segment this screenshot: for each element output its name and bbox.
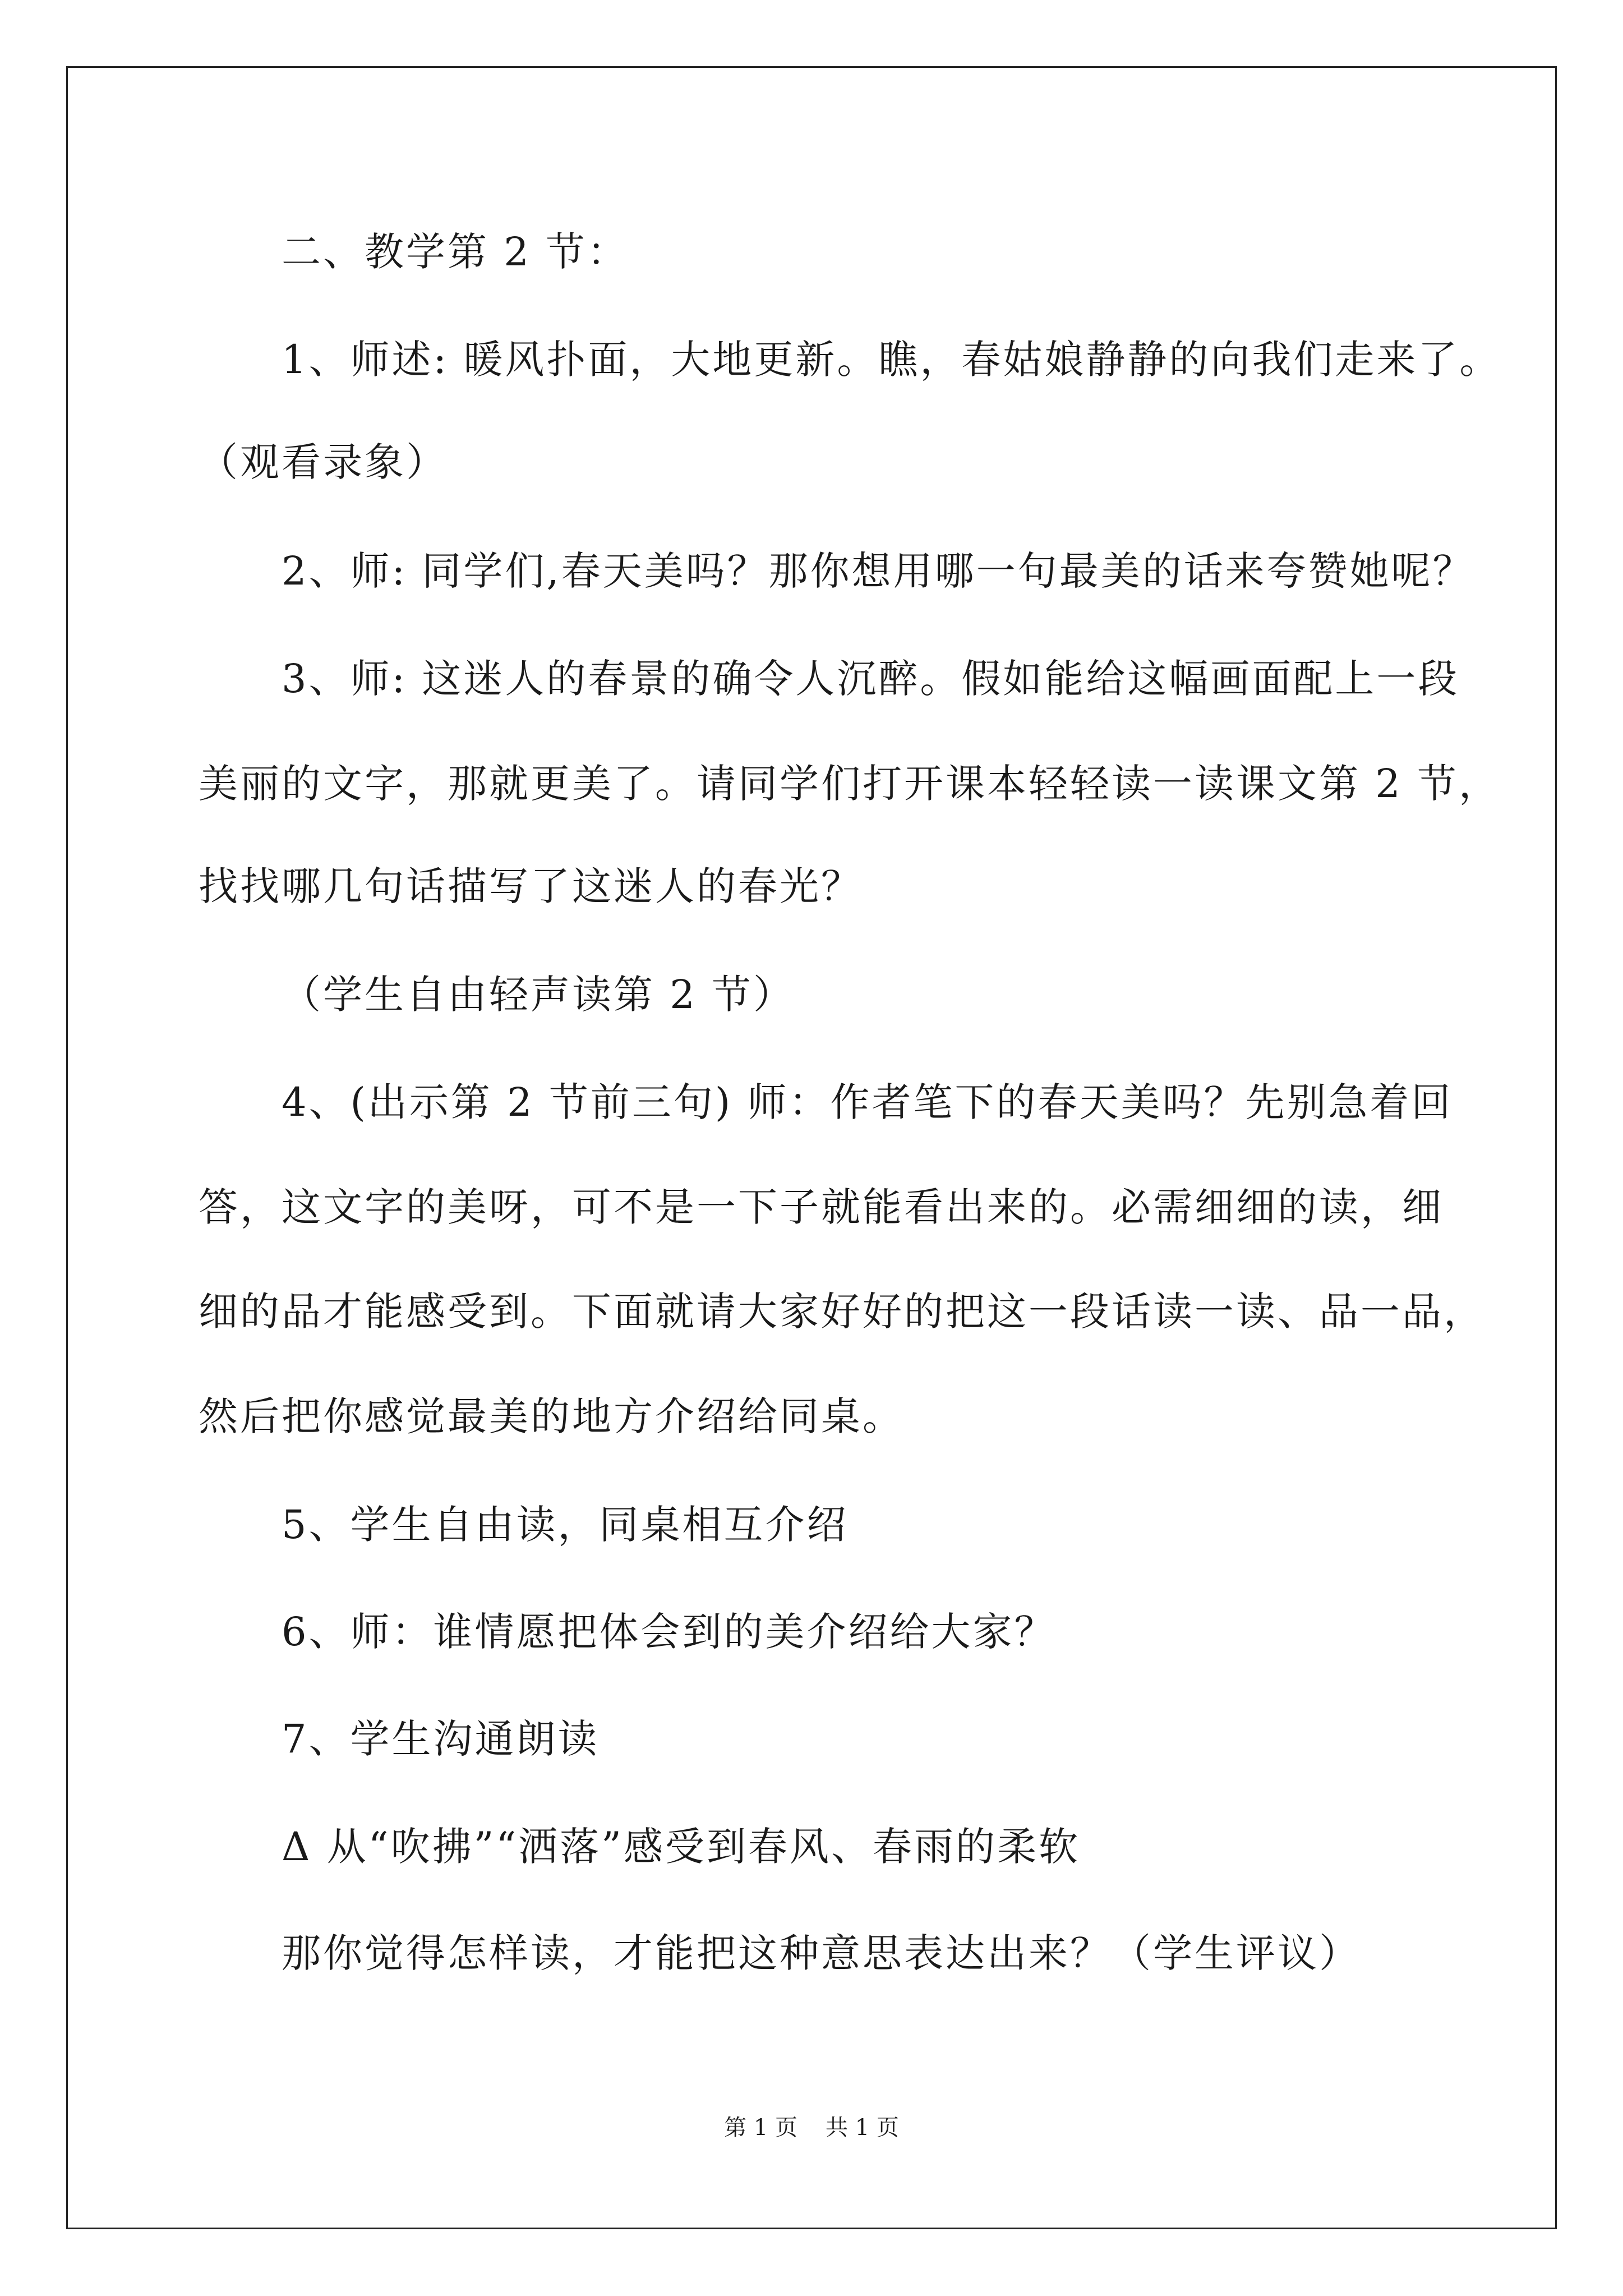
paragraph-line: 然后把你感觉最美的地方介绍给同桌。 xyxy=(199,1393,904,1439)
paragraph-line: （学生自由轻声读第 2 节） xyxy=(282,972,795,1018)
page-footer xyxy=(0,2114,1623,2142)
paragraph-line: 1、师述: 暖风扑面，大地更新。瞧，春姑娘静静的向我们走来了。 xyxy=(282,337,1501,383)
paragraph-line: （观看录象） xyxy=(199,439,448,485)
paragraph-line: 答，这文字的美呀，可不是一下子就能看出来的。必需细细的读，细 xyxy=(199,1184,1444,1230)
paragraph-line: 细的品才能感受到。下面就请大家好好的把这一段话读一读、品一品， xyxy=(199,1289,1485,1335)
paragraph-line: 5、学生自由读，同桌相互介绍 xyxy=(282,1502,849,1548)
paragraph-line: 6、师：谁情愿把体会到的美介绍给大家？ xyxy=(282,1609,1056,1655)
page-border xyxy=(66,66,1557,2229)
paragraph-line: 3、师: 这迷人的春景的确令人沉醉。假如能给这幅画面配上一段 xyxy=(282,656,1460,702)
paragraph-line: 4、(出示第 2 节前三句) 师：作者笔下的春天美吗？先别急着回 xyxy=(282,1079,1453,1125)
paragraph-line: 7、学生沟通朗读 xyxy=(282,1716,600,1762)
page-number: 第 1 页 xyxy=(724,2115,797,2141)
paragraph-line: 那你觉得怎样读，才能把这种意思表达出来？（学生评议） xyxy=(282,1930,1361,1976)
page-total: 共 1 页 xyxy=(826,2115,899,2141)
section-heading: 二、教学第 2 节： xyxy=(282,229,629,275)
paragraph-line: 2、师: 同学们,春天美吗？那你想用哪一句最美的话来夸赞她呢？ xyxy=(282,548,1474,594)
paragraph-line: Δ 从“吹拂”“洒落”感受到春风、春雨的柔软 xyxy=(282,1824,1080,1870)
paragraph-line: 美丽的文字，那就更美了。请同学们打开课本轻轻读一读课文第 2 节， xyxy=(199,761,1501,807)
paragraph-line: 找找哪几句话描写了这迷人的春光？ xyxy=(199,863,863,909)
